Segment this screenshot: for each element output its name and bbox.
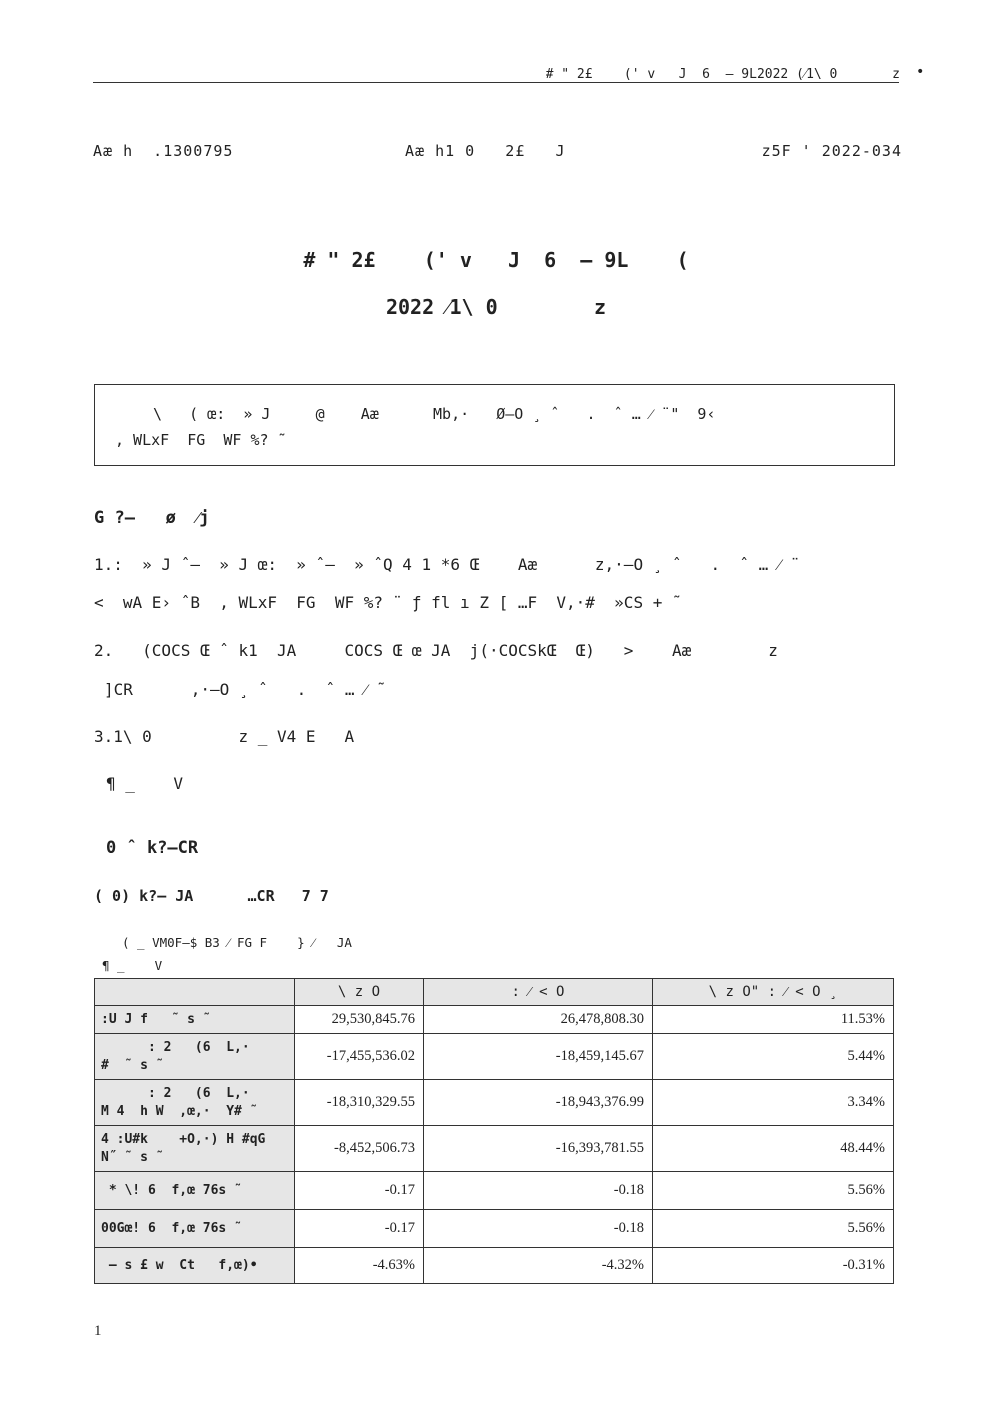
change-value: 48.44% bbox=[653, 1126, 894, 1172]
current-value: -0.17 bbox=[295, 1172, 424, 1210]
row-label: : 2 (6 L,· M 4 h W ,œ,· Y# ˜ bbox=[95, 1080, 295, 1126]
running-header: # " 2£ (' v J 6 – 9L2022 (⁄1\ 0 z bbox=[545, 67, 900, 82]
table-row bbox=[95, 1034, 894, 1080]
table-row bbox=[95, 1080, 894, 1126]
current-value: -8,452,506.73 bbox=[295, 1126, 424, 1172]
change-value: 3.34% bbox=[653, 1080, 894, 1126]
previous-value: -16,393,781.55 bbox=[424, 1126, 653, 1172]
item-3: 3.1\ 0 z _ V4 E A bbox=[94, 727, 355, 746]
notice-box-line1: \ ( œ: » J @ Aæ Mb,· Ø–O ¸ ˆ . ˆ … ⁄ ¨" 9‹ bbox=[135, 405, 716, 423]
header-current-period: \ z O bbox=[295, 979, 424, 1006]
item-2-line1: 2. (COCS Œ ˆ k1 JA COCS Œ œ JA j(·COCSkŒ Œ) > Aæ z bbox=[94, 641, 778, 660]
item-1-line2: < wA E› ˆB , WLxF FG WF %? ¨ ƒ fl ı Z [ …F V,·# »CS + ˜ bbox=[94, 593, 682, 612]
stock-code: Aæ h .1300795 bbox=[93, 142, 234, 160]
change-value: 5.56% bbox=[653, 1210, 894, 1248]
row-label: * \! 6 f,œ 76s ˜ bbox=[95, 1172, 295, 1210]
financial-table bbox=[94, 978, 894, 1284]
table-unit-note: ¶ _ V bbox=[102, 958, 163, 973]
table-note: ( _ VM0F–$ B3 ⁄ FG F } ⁄ JA bbox=[122, 935, 352, 950]
row-label: 00Gœ! 6 f,œ 76s ˜ bbox=[95, 1210, 295, 1248]
item-2-line2: ]CR ,·–O ¸ ˆ . ˆ … ⁄ ˜ bbox=[104, 680, 387, 699]
notice-box bbox=[94, 384, 895, 466]
current-value: -17,455,536.02 bbox=[295, 1034, 424, 1080]
table-row bbox=[95, 1210, 894, 1248]
row-label: :U J f ˜ s ˜ bbox=[95, 1006, 295, 1034]
header-previous-period: : ⁄ < O bbox=[424, 979, 653, 1006]
page-number: 1 bbox=[94, 1323, 102, 1339]
stock-abbreviation: Aæ h1 0 2£ J bbox=[405, 142, 566, 160]
previous-value: -0.18 bbox=[424, 1210, 653, 1248]
row-label: : 2 (6 L,· # ˜ s ˜ bbox=[95, 1034, 295, 1080]
change-value: 5.44% bbox=[653, 1034, 894, 1080]
header-item bbox=[95, 979, 295, 1006]
header-bullet: • bbox=[916, 64, 925, 80]
row-label: – s £ w Ct f,œ)• bbox=[95, 1248, 295, 1284]
subsection-heading: ( 0) k?– JA …CR 7 7 bbox=[94, 887, 329, 905]
section-heading-2: 0 ˆ k?–CR bbox=[106, 838, 199, 858]
table-row bbox=[95, 1126, 894, 1172]
current-value: -18,310,329.55 bbox=[295, 1080, 424, 1126]
document-title-line1: # " 2£ (' v J 6 – 9L ( bbox=[303, 248, 689, 272]
table-row bbox=[95, 1006, 894, 1034]
change-value: 11.53% bbox=[653, 1006, 894, 1034]
row-label: 4 :U#k +O,·) H #qG N˝ ˜ s ˜ bbox=[95, 1126, 295, 1172]
previous-value: -0.18 bbox=[424, 1172, 653, 1210]
header-change: \ z O" : ⁄ < O ¸ bbox=[653, 979, 894, 1006]
current-value: 29,530,845.76 bbox=[295, 1006, 424, 1034]
current-value: -4.63% bbox=[295, 1248, 424, 1284]
previous-value: -4.32% bbox=[424, 1248, 653, 1284]
table-row bbox=[95, 1248, 894, 1284]
header-rule bbox=[93, 82, 899, 83]
change-value: -0.31% bbox=[653, 1248, 894, 1284]
notice-number: z5F ' 2022-034 bbox=[761, 142, 902, 160]
table-row bbox=[95, 1172, 894, 1210]
previous-value: -18,943,376.99 bbox=[424, 1080, 653, 1126]
section-heading-1: G ?– ø ⁄j bbox=[94, 508, 210, 528]
item-1-line1: 1.: » J ˆ– » J œ: » ˆ– » ˆQ 4 1 *6 Œ Aæ z,·–O ¸ ˆ . ˆ … ⁄ ¨ bbox=[94, 555, 800, 574]
document-title-line2: 2022 ⁄1\ 0 z bbox=[385, 295, 607, 319]
previous-value: -18,459,145.67 bbox=[424, 1034, 653, 1080]
previous-value: 26,478,808.30 bbox=[424, 1006, 653, 1034]
change-value: 5.56% bbox=[653, 1172, 894, 1210]
table-header-row bbox=[95, 979, 894, 1006]
notice-box-line2: , WLxF FG WF %? ˜ bbox=[115, 431, 287, 449]
unit-note: ¶ _ V bbox=[106, 774, 184, 793]
current-value: -0.17 bbox=[295, 1210, 424, 1248]
